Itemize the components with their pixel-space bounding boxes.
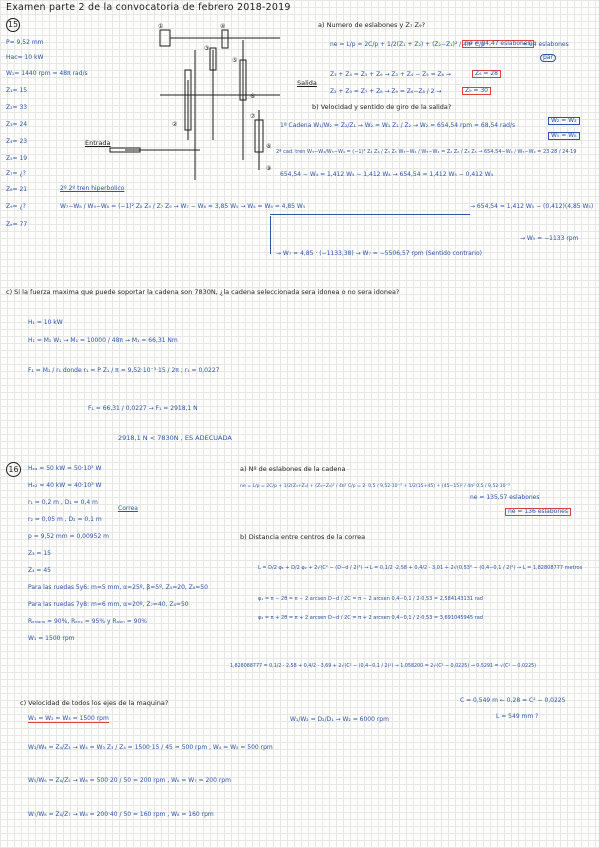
p15-c-title: c) Si la fuerza maxima que puede soportar la cadena son 7830N, ¿la cadena seleccionada sera idonea o no sera idonea? [6, 288, 400, 296]
p15-a-equation: ne = L/p = 2C/p + 1/2(Z₁ + Z₂) + (Z₂−Z₁)² / 4π² C/p [330, 41, 485, 48]
b-line: 2ª cad. tren W₃−W₄/W₅−W₄ = (−1)³ Z₄ Z₆ / Z₃ Z₅ W₃−W₄ / W₅−W₄ = Z₄ Z₆ / Z₃ Z₅ → 654,54−W₄ / W₅−W₄ = 23·28 / 24·19 [276, 149, 577, 155]
given-line: Z₉= ¿? [6, 203, 26, 210]
b16-line: φ₁ = π − 2θ = π − 2 arcsen D−d / 2C = π − 2 arcsen 0,4−0,1 / 2·0,53 = 2,584143131 rad [258, 596, 483, 602]
salida-label: Salida [297, 79, 317, 87]
given-line: Zₑ= 77 [6, 221, 28, 228]
given-line: Hₑ₂ = 40 kW = 40·10³ W [28, 482, 102, 489]
b16-line: L = D/2 φ₁ + D/2 φ₂ + 2√(C² − (D−d / 2)²) → L = 0,1/2 ·2,58 + 0,4/2 · 3,01 + 2√(0,53² − (0,4−0,1 / 2)²) → L = 1,82808777 metros [258, 565, 583, 571]
given-line: W₁= 1440 rpm = 48π rad/s [6, 70, 88, 77]
gear-label: ⑨ [266, 165, 272, 172]
given-line: Para las ruedas 5y6: m=5 mm, α=25º, β=5º, Z₅=20, Z₆=50 [28, 584, 208, 591]
p15-a-badge: par [540, 54, 556, 62]
problem-number-16: 16 [6, 462, 21, 477]
c16-line: W₃/W₄ = Z₄/Z₃ → W₄ = W₃ Z₃ / Z₄ = 1500·15 / 45 = 500 rpm , W₄ = W₅ = 500 rpm [28, 744, 273, 751]
p15-a-note: ≈ 94 eslabones [522, 41, 569, 48]
entrada-label: Entrada [85, 139, 111, 147]
given-line: Z₃= 24 [6, 121, 28, 128]
b-line: 1ª Cadena W₁/W₂ = Z₂/Z₁ → W₂ = W₁ Z₁ / Z₂ → W₂ = 654,54 rpm = 68,54 rad/s [280, 122, 516, 129]
given-line: Z₂= 33 [6, 104, 28, 111]
b16-line: C = 0,549 m ← 0,28 = C² − 0,0225 [460, 697, 566, 704]
given-line: W₁ = 1500 rpm [28, 635, 75, 642]
c16-line: W₁ = W₂ = W₃ = 1500 rpm [28, 715, 109, 722]
gear-label: ② [172, 121, 178, 128]
c-line: F₁ = 66,31 / 0,0227 → F₁ = 2918,1 N [88, 405, 198, 412]
given-line: Hac= 10 kW [6, 54, 44, 61]
c-line: F₁ = M₁ / r₁ donde r₁ = P Z₁ / π = 9,52·10⁻³·15 / 2π ; r₁ = 0,0227 [28, 367, 220, 374]
given-line: Hₑₐ = 50 kW = 50·10³ W [28, 465, 102, 472]
p15-a-title: a) Numero de eslabones y Z₇ Z₉? [318, 21, 426, 29]
given-line: p = 9,52 mm = 0,00952 m [28, 533, 110, 540]
gear-label: ④ [220, 23, 226, 30]
arrow-line [270, 214, 470, 215]
gear-label: ① [158, 23, 164, 30]
c-line: H₁ = M₁ W₁ → M₁ = 10000 / 48π → M₁ = 66,31 Nm [28, 337, 178, 344]
side-box: W₅ = W₈ [548, 132, 580, 140]
correa-label: Correa [118, 505, 138, 512]
b16-line: 1,828088777 = 0,1/2 · 2,58 + 0,4/2 · 3,69 + 2√(C² − (0,4−0,1 / 2)²) → 1,058200 = 2√(C² − 0,0225) → 0,5291 = √(C² − 0,0225) [230, 664, 537, 669]
b-line: → W₅ = −1133 rpm [520, 235, 579, 242]
p15-a-result: ne = 94,47 eslabones [462, 40, 534, 48]
p16-c-title: c) Velocidad de todos los ejes de la maquina? [20, 699, 169, 707]
b-line: 654,54 − W₄ = 1,412 W₅ − 1,412 W₄ → 654,54 = 1,412 W₅ − 0,412 W₄ [280, 171, 494, 178]
gear-label: ⑦ [250, 113, 256, 120]
p15-c-conclusion: 2918,1 N < 7830N , ES ADECUADA [118, 434, 232, 442]
gear-label: ③ [204, 45, 210, 52]
given-line: Z₄ = 45 [28, 567, 51, 574]
given-line: Z₇= ¿? [6, 170, 26, 177]
arrow-line [270, 216, 271, 254]
b-line: → 654,54 = 1,412 W₅ − (0,412)(4,85 W₅) [470, 203, 594, 210]
c-line: H₁ = 10 kW [28, 319, 63, 326]
side-box: W₂ = W₃ [548, 117, 580, 125]
c16-side: W₁/W₂ = D₂/D₁ → W₂ = 6000 rpm [290, 716, 389, 723]
p16-b-title: b) Distancia entre centros de la correa [240, 533, 366, 541]
p15-b-title: b) Velocidad y sentido de giro de la salida? [312, 103, 452, 111]
given-line: Para las ruedas 7y8: m=6 mm, α=20º, Z₇=40, Z₈=50 [28, 601, 189, 608]
z-result: Z₉ = 30 [462, 87, 491, 95]
z-result: Z₆ = 28 [472, 70, 501, 78]
c16-line: W₅/W₆ = Z₆/Z₅ → W₆ = 500·20 / 50 = 200 rpm , W₆ = W₇ = 200 rpm [28, 777, 231, 784]
given-line: r₂ = 0,05 m , D₂ = 0,1 m [28, 516, 102, 523]
p16-a-equation: ne = L/p = 2C/p + 1/2(Z₃+Z₄) + (Z₄−Z₃)² / 4π² C/p = 2· 0,5 / 9,52·10⁻³ + 1/2(15+45) + (45−15)² / 4π² 0,5 / 9,52·10⁻³ [240, 484, 510, 489]
b-line: W₇−W₈ / W₉−W₈ = (−1)² Z₈ Z₉ / Z₇ Z₉ → W₇ − W₈ = 3,85 W₅ → W₄ = W₈ = 4,85 W₅ [60, 203, 306, 210]
given-line: P= 9,52 mm [6, 39, 44, 46]
given-line: Z₈= 21 [6, 186, 28, 193]
b-line: → W₇ = 4,85 · (−1133,38) → W₇ = −5506,57 rpm (Sentido contrario) [276, 250, 482, 257]
b-line: 2º 2º tren hiperbolico [60, 185, 125, 192]
p16-a-result: ne = 135,57 eslabones [470, 494, 540, 501]
p16-a-box: ne = 136 eslabones [505, 508, 571, 516]
p16-a-title: a) Nº de eslabones de la cadena [240, 465, 346, 473]
gear-label: ⑧ [266, 143, 272, 150]
given-line: Z₅= 19 [6, 155, 28, 162]
problem-number-15: 15 [6, 18, 20, 32]
z-line: Z₃ + Z₄ = Z₅ + Z₆ → Z₃ + Z₄ − Z₅ = Z₆ → [330, 71, 451, 78]
gear-label: ⑤ [232, 57, 238, 64]
b16-line: L = 549 mm ? [496, 713, 539, 720]
page-header: Examen parte 2 de la convocatoria de febrero 2018-2019 [6, 2, 291, 13]
gear-label: ⑥ [250, 93, 256, 100]
c16-line: W₇/W₈ = Z₈/Z₇ → W₈ = 200·40 / 50 = 160 rpm , W₈ = 160 rpm [28, 811, 214, 818]
given-line: r₁ = 0,2 m , D₁ = 0,4 m [28, 499, 98, 506]
given-line: Z₁= 15 [6, 87, 28, 94]
z-line: Z₂ + Z₉ = Z₇ + Z₈ → Z₉ = Z₆−Z₈ / 2 → [330, 88, 442, 95]
gear-train-sketch [100, 20, 300, 185]
b16-line: φ₂ = π + 2θ = π + 2 arcsen D−d / 2C = π + 2 arcsen 0,4−0,1 / 2·0,53 = 3,691045945 rad [258, 615, 483, 621]
given-line: Z₄= 23 [6, 138, 28, 145]
given-line: Rₑₙₗₐₙₐ = 90%, Rₑₙₓ = 95% y Rₐₗₒₙ = 90% [28, 618, 147, 625]
given-line: Z₃ = 15 [28, 550, 51, 557]
